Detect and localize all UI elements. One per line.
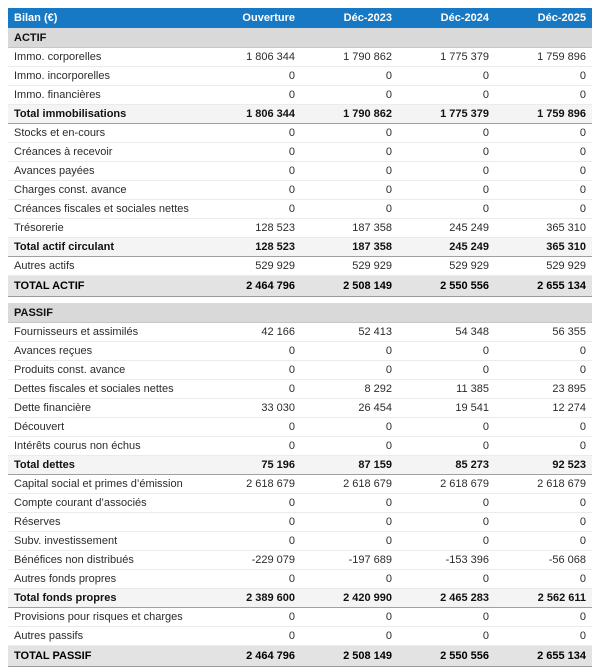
cell-dec-2024: 0 [398, 86, 495, 105]
cell-dec-2024: 0 [398, 418, 495, 437]
cell-dec-2023: 0 [301, 162, 398, 181]
table-row-interets-courus-non-echus [8, 437, 592, 456]
row-label: Découvert [8, 418, 204, 437]
table-row-compte-courant-dassocies [8, 494, 592, 513]
cell-dec-2023: 0 [301, 200, 398, 219]
cell-dec-2025: 0 [495, 86, 592, 105]
cell-dec-2024: 1 775 379 [398, 48, 495, 67]
table-row-fournisseurs-et-assimiles [8, 323, 592, 342]
table-row-autres-fonds-propres [8, 570, 592, 589]
cell-dec-2023: 26 454 [301, 399, 398, 418]
column-header-ouverture: Ouverture [204, 8, 301, 28]
table-row-immo-financieres [8, 86, 592, 105]
cell-dec-2025: 12 274 [495, 399, 592, 418]
cell-dec-2025: 365 310 [495, 219, 592, 238]
cell-dec-2025: 0 [495, 513, 592, 532]
cell-dec-2024: 0 [398, 200, 495, 219]
table-row-avances-payees [8, 162, 592, 181]
cell-dec-2025: 2 655 134 [495, 646, 592, 667]
cell-dec-2024: 0 [398, 494, 495, 513]
table-row-benefices-non-distribues [8, 551, 592, 570]
table-body [8, 28, 592, 667]
cell-dec-2024: 0 [398, 532, 495, 551]
cell-ouverture: 0 [204, 162, 301, 181]
cell-dec-2025: 0 [495, 181, 592, 200]
cell-ouverture: 1 806 344 [204, 48, 301, 67]
cell-dec-2024: 0 [398, 627, 495, 646]
table-row-total-actif [8, 276, 592, 297]
cell-dec-2025: 0 [495, 124, 592, 143]
table-row-total-passif [8, 646, 592, 667]
table-row-autres-actifs [8, 257, 592, 276]
cell-ouverture: 42 166 [204, 323, 301, 342]
table-row-reserves [8, 513, 592, 532]
cell-dec-2024: 0 [398, 608, 495, 627]
cell-dec-2024: 0 [398, 181, 495, 200]
row-label: Immo. incorporelles [8, 67, 204, 86]
section-header-passif [8, 303, 592, 323]
cell-ouverture: 0 [204, 627, 301, 646]
cell-dec-2025: 0 [495, 627, 592, 646]
table-row-stocks-et-en-cours [8, 124, 592, 143]
cell-dec-2024: 54 348 [398, 323, 495, 342]
cell-dec-2023: 52 413 [301, 323, 398, 342]
section-title: ACTIF [8, 28, 592, 48]
cell-ouverture: 33 030 [204, 399, 301, 418]
cell-dec-2025: 0 [495, 494, 592, 513]
cell-dec-2024: 0 [398, 361, 495, 380]
row-label: Créances fiscales et sociales nettes [8, 200, 204, 219]
row-label: Créances à recevoir [8, 143, 204, 162]
cell-dec-2024: 0 [398, 124, 495, 143]
cell-dec-2025: 0 [495, 570, 592, 589]
table-row-total-immobilisations [8, 105, 592, 124]
cell-ouverture: 0 [204, 570, 301, 589]
row-label: TOTAL PASSIF [8, 646, 204, 667]
cell-dec-2024: 0 [398, 513, 495, 532]
cell-dec-2025: 0 [495, 200, 592, 219]
cell-dec-2023: 1 790 862 [301, 48, 398, 67]
row-label: Immo. corporelles [8, 48, 204, 67]
cell-dec-2025: 365 310 [495, 238, 592, 257]
balance-sheet-table [8, 8, 592, 667]
cell-dec-2024: 2 550 556 [398, 276, 495, 297]
row-label: Total fonds propres [8, 589, 204, 608]
row-label: Stocks et en-cours [8, 124, 204, 143]
section-title: PASSIF [8, 303, 592, 323]
section-header-actif [8, 28, 592, 48]
cell-dec-2023: 2 508 149 [301, 646, 398, 667]
cell-ouverture: -229 079 [204, 551, 301, 570]
cell-dec-2023: 0 [301, 143, 398, 162]
cell-dec-2023: 0 [301, 532, 398, 551]
table-row-total-fonds-propres [8, 589, 592, 608]
table-row-creances-fiscales-et-sociales-nettes [8, 200, 592, 219]
cell-dec-2025: 0 [495, 162, 592, 181]
table-row-total-dettes [8, 456, 592, 475]
cell-dec-2023: 0 [301, 181, 398, 200]
cell-dec-2024: 2 618 679 [398, 475, 495, 494]
cell-dec-2023: 0 [301, 361, 398, 380]
column-header-dec-2023: Déc-2023 [301, 8, 398, 28]
row-label: Capital social et primes d’émission [8, 475, 204, 494]
cell-dec-2023: 1 790 862 [301, 105, 398, 124]
row-label: Dette financière [8, 399, 204, 418]
cell-ouverture: 0 [204, 361, 301, 380]
cell-dec-2025: 0 [495, 437, 592, 456]
cell-ouverture: 0 [204, 418, 301, 437]
cell-ouverture: 75 196 [204, 456, 301, 475]
cell-dec-2023: 0 [301, 342, 398, 361]
cell-dec-2023: 187 358 [301, 238, 398, 257]
cell-dec-2023: 2 420 990 [301, 589, 398, 608]
cell-ouverture: 128 523 [204, 238, 301, 257]
cell-dec-2024: 85 273 [398, 456, 495, 475]
cell-ouverture: 2 618 679 [204, 475, 301, 494]
row-label: Subv. investissement [8, 532, 204, 551]
cell-ouverture: 0 [204, 380, 301, 399]
cell-dec-2023: 0 [301, 570, 398, 589]
cell-ouverture: 2 464 796 [204, 646, 301, 667]
cell-dec-2023: 87 159 [301, 456, 398, 475]
cell-ouverture: 0 [204, 437, 301, 456]
table-row-charges-const-avance [8, 181, 592, 200]
table-row-immo-corporelles [8, 48, 592, 67]
cell-dec-2024: 0 [398, 437, 495, 456]
row-label: Produits const. avance [8, 361, 204, 380]
cell-ouverture: 0 [204, 494, 301, 513]
table-row-autres-passifs [8, 627, 592, 646]
cell-ouverture: 0 [204, 67, 301, 86]
row-label: Avances reçues [8, 342, 204, 361]
cell-dec-2023: 0 [301, 67, 398, 86]
cell-dec-2024: 0 [398, 143, 495, 162]
table-row-capital-social-et-primes-demission [8, 475, 592, 494]
cell-dec-2024: 0 [398, 570, 495, 589]
cell-dec-2024: 245 249 [398, 219, 495, 238]
cell-dec-2023: 0 [301, 437, 398, 456]
cell-dec-2025: 2 618 679 [495, 475, 592, 494]
table-row-creances-a-recevoir [8, 143, 592, 162]
table-row-immo-incorporelles [8, 67, 592, 86]
cell-dec-2025: 2 655 134 [495, 276, 592, 297]
cell-ouverture: 1 806 344 [204, 105, 301, 124]
row-label: Immo. financières [8, 86, 204, 105]
cell-dec-2024: 2 465 283 [398, 589, 495, 608]
row-label: Autres passifs [8, 627, 204, 646]
row-label: TOTAL ACTIF [8, 276, 204, 297]
cell-dec-2025: 0 [495, 361, 592, 380]
row-label: Fournisseurs et assimilés [8, 323, 204, 342]
cell-ouverture: 0 [204, 532, 301, 551]
row-label: Trésorerie [8, 219, 204, 238]
cell-ouverture: 529 929 [204, 257, 301, 276]
cell-ouverture: 128 523 [204, 219, 301, 238]
cell-dec-2023: 0 [301, 627, 398, 646]
cell-dec-2023: 0 [301, 608, 398, 627]
cell-ouverture: 0 [204, 513, 301, 532]
row-label: Dettes fiscales et sociales nettes [8, 380, 204, 399]
table-row-tresorerie [8, 219, 592, 238]
cell-ouverture: 0 [204, 608, 301, 627]
table-row-total-actif-circulant [8, 238, 592, 257]
cell-ouverture: 0 [204, 200, 301, 219]
row-label: Autres actifs [8, 257, 204, 276]
table-row-produits-const-avance [8, 361, 592, 380]
cell-dec-2023: 529 929 [301, 257, 398, 276]
cell-dec-2023: 0 [301, 513, 398, 532]
row-label: Autres fonds propres [8, 570, 204, 589]
cell-dec-2025: 0 [495, 67, 592, 86]
cell-dec-2025: 0 [495, 418, 592, 437]
row-label: Compte courant d’associés [8, 494, 204, 513]
cell-dec-2025: -56 068 [495, 551, 592, 570]
cell-dec-2025: 529 929 [495, 257, 592, 276]
row-label: Réserves [8, 513, 204, 532]
cell-dec-2023: 2 618 679 [301, 475, 398, 494]
cell-dec-2025: 1 759 896 [495, 105, 592, 124]
cell-dec-2023: 2 508 149 [301, 276, 398, 297]
cell-dec-2025: 23 895 [495, 380, 592, 399]
cell-dec-2025: 1 759 896 [495, 48, 592, 67]
column-header-dec-2025: Déc-2025 [495, 8, 592, 28]
cell-dec-2025: 0 [495, 608, 592, 627]
table-row-provisions-pour-risques-et-charges [8, 608, 592, 627]
cell-dec-2025: 0 [495, 342, 592, 361]
row-label: Total immobilisations [8, 105, 204, 124]
cell-dec-2023: 187 358 [301, 219, 398, 238]
cell-dec-2025: 0 [495, 532, 592, 551]
cell-dec-2024: 0 [398, 67, 495, 86]
cell-dec-2025: 2 562 611 [495, 589, 592, 608]
cell-dec-2023: -197 689 [301, 551, 398, 570]
cell-dec-2024: 245 249 [398, 238, 495, 257]
cell-ouverture: 2 464 796 [204, 276, 301, 297]
cell-dec-2025: 92 523 [495, 456, 592, 475]
row-label: Provisions pour risques et charges [8, 608, 204, 627]
table-header-row [8, 8, 592, 28]
table-row-dette-financiere [8, 399, 592, 418]
cell-dec-2023: 0 [301, 494, 398, 513]
cell-ouverture: 0 [204, 342, 301, 361]
row-label: Intérêts courus non échus [8, 437, 204, 456]
table-row-subv-investissement [8, 532, 592, 551]
table-row-dettes-fiscales-et-sociales-nettes [8, 380, 592, 399]
row-label: Total actif circulant [8, 238, 204, 257]
row-label: Bénéfices non distribués [8, 551, 204, 570]
cell-dec-2023: 0 [301, 124, 398, 143]
cell-dec-2024: 2 550 556 [398, 646, 495, 667]
row-label: Charges const. avance [8, 181, 204, 200]
cell-dec-2024: 0 [398, 342, 495, 361]
cell-ouverture: 0 [204, 143, 301, 162]
cell-dec-2024: 1 775 379 [398, 105, 495, 124]
cell-dec-2024: 19 541 [398, 399, 495, 418]
cell-ouverture: 2 389 600 [204, 589, 301, 608]
row-label: Avances payées [8, 162, 204, 181]
row-label: Total dettes [8, 456, 204, 475]
cell-dec-2025: 56 355 [495, 323, 592, 342]
cell-ouverture: 0 [204, 124, 301, 143]
column-header-dec-2024: Déc-2024 [398, 8, 495, 28]
cell-dec-2023: 8 292 [301, 380, 398, 399]
cell-dec-2023: 0 [301, 86, 398, 105]
cell-ouverture: 0 [204, 181, 301, 200]
table-row-decouvert [8, 418, 592, 437]
table-row-avances-recues [8, 342, 592, 361]
column-header-bilan: Bilan (€) [8, 8, 204, 28]
cell-ouverture: 0 [204, 86, 301, 105]
cell-dec-2024: -153 396 [398, 551, 495, 570]
cell-dec-2025: 0 [495, 143, 592, 162]
cell-dec-2023: 0 [301, 418, 398, 437]
cell-dec-2024: 0 [398, 162, 495, 181]
cell-dec-2024: 529 929 [398, 257, 495, 276]
cell-dec-2024: 11 385 [398, 380, 495, 399]
